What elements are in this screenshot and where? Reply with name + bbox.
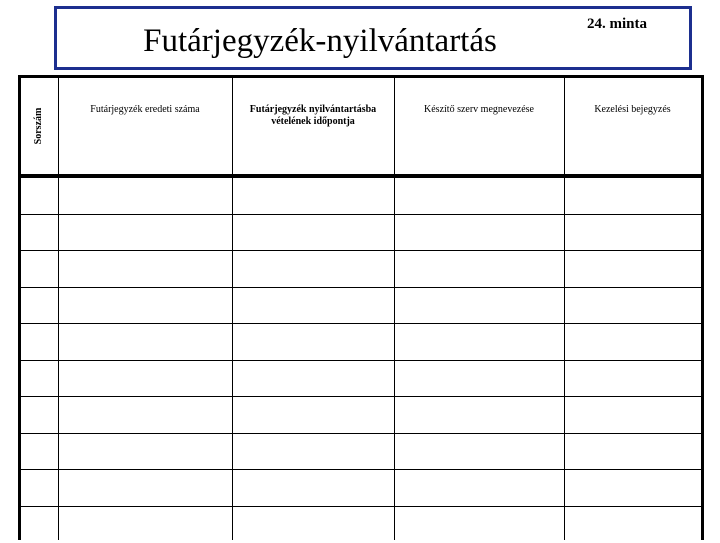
table-cell[interactable] <box>21 434 58 471</box>
table-row <box>21 434 701 471</box>
table-cell[interactable] <box>58 215 232 252</box>
table-cell[interactable] <box>21 178 58 215</box>
table-cell[interactable] <box>394 178 564 215</box>
table-cell[interactable] <box>21 251 58 288</box>
table-row <box>21 470 701 507</box>
table-cell[interactable] <box>58 434 232 471</box>
table-row <box>21 397 701 434</box>
table-cell[interactable] <box>232 288 394 325</box>
table-cell[interactable] <box>232 507 394 543</box>
table-cell[interactable] <box>394 397 564 434</box>
table-cell[interactable] <box>394 434 564 471</box>
column-header-registration-time: Futárjegyzék nyilvántartásba vételének időpontja <box>232 78 394 174</box>
table-cell[interactable] <box>58 507 232 543</box>
table-cell[interactable] <box>564 324 701 361</box>
table-cell[interactable] <box>21 507 58 543</box>
table-cell[interactable] <box>232 397 394 434</box>
table-cell[interactable] <box>58 288 232 325</box>
table-row <box>21 251 701 288</box>
table-cell[interactable] <box>232 361 394 398</box>
table-cell[interactable] <box>394 361 564 398</box>
table-cell[interactable] <box>564 470 701 507</box>
column-header-handling-entry: Kezelési bejegyzés <box>564 78 701 174</box>
table-cell[interactable] <box>564 434 701 471</box>
table-cell[interactable] <box>232 470 394 507</box>
table-cell[interactable] <box>58 251 232 288</box>
table-cell[interactable] <box>58 470 232 507</box>
table-row <box>21 324 701 361</box>
table-cell[interactable] <box>232 178 394 215</box>
table-cell[interactable] <box>21 397 58 434</box>
sample-label: 24. minta <box>585 16 649 33</box>
column-header-serial-label: Sorszám <box>33 108 45 145</box>
table-cell[interactable] <box>564 397 701 434</box>
table-cell[interactable] <box>232 434 394 471</box>
table-cell[interactable] <box>232 324 394 361</box>
table-cell[interactable] <box>564 361 701 398</box>
table-cell[interactable] <box>21 288 58 325</box>
table-cell[interactable] <box>564 215 701 252</box>
table-cell[interactable] <box>394 288 564 325</box>
table-cell[interactable] <box>21 361 58 398</box>
table-header-row <box>21 78 701 178</box>
register-table <box>18 75 704 540</box>
table-cell[interactable] <box>58 361 232 398</box>
table-cell[interactable] <box>21 324 58 361</box>
table-cell[interactable] <box>232 215 394 252</box>
column-header-serial <box>21 78 58 174</box>
table-cell[interactable] <box>58 324 232 361</box>
table-cell[interactable] <box>232 251 394 288</box>
column-header-issuing-body: Készítő szerv megnevezése <box>394 78 564 174</box>
table-cell[interactable] <box>564 507 701 543</box>
page-title: Futárjegyzék-nyilvántartás <box>90 21 550 61</box>
table-cell[interactable] <box>564 288 701 325</box>
table-row <box>21 361 701 398</box>
table-cell[interactable] <box>394 215 564 252</box>
table-row <box>21 288 701 325</box>
table-cell[interactable] <box>58 397 232 434</box>
table-row <box>21 178 701 215</box>
table-row <box>21 215 701 252</box>
table-row <box>21 507 701 543</box>
table-cell[interactable] <box>564 178 701 215</box>
table-cell[interactable] <box>394 470 564 507</box>
table-cell[interactable] <box>394 251 564 288</box>
table-cell[interactable] <box>21 470 58 507</box>
table-cell[interactable] <box>394 324 564 361</box>
table-cell[interactable] <box>394 507 564 543</box>
column-header-original-number: Futárjegyzék eredeti száma <box>58 78 232 174</box>
table-cell[interactable] <box>58 178 232 215</box>
table-cell[interactable] <box>564 251 701 288</box>
table-cell[interactable] <box>21 215 58 252</box>
